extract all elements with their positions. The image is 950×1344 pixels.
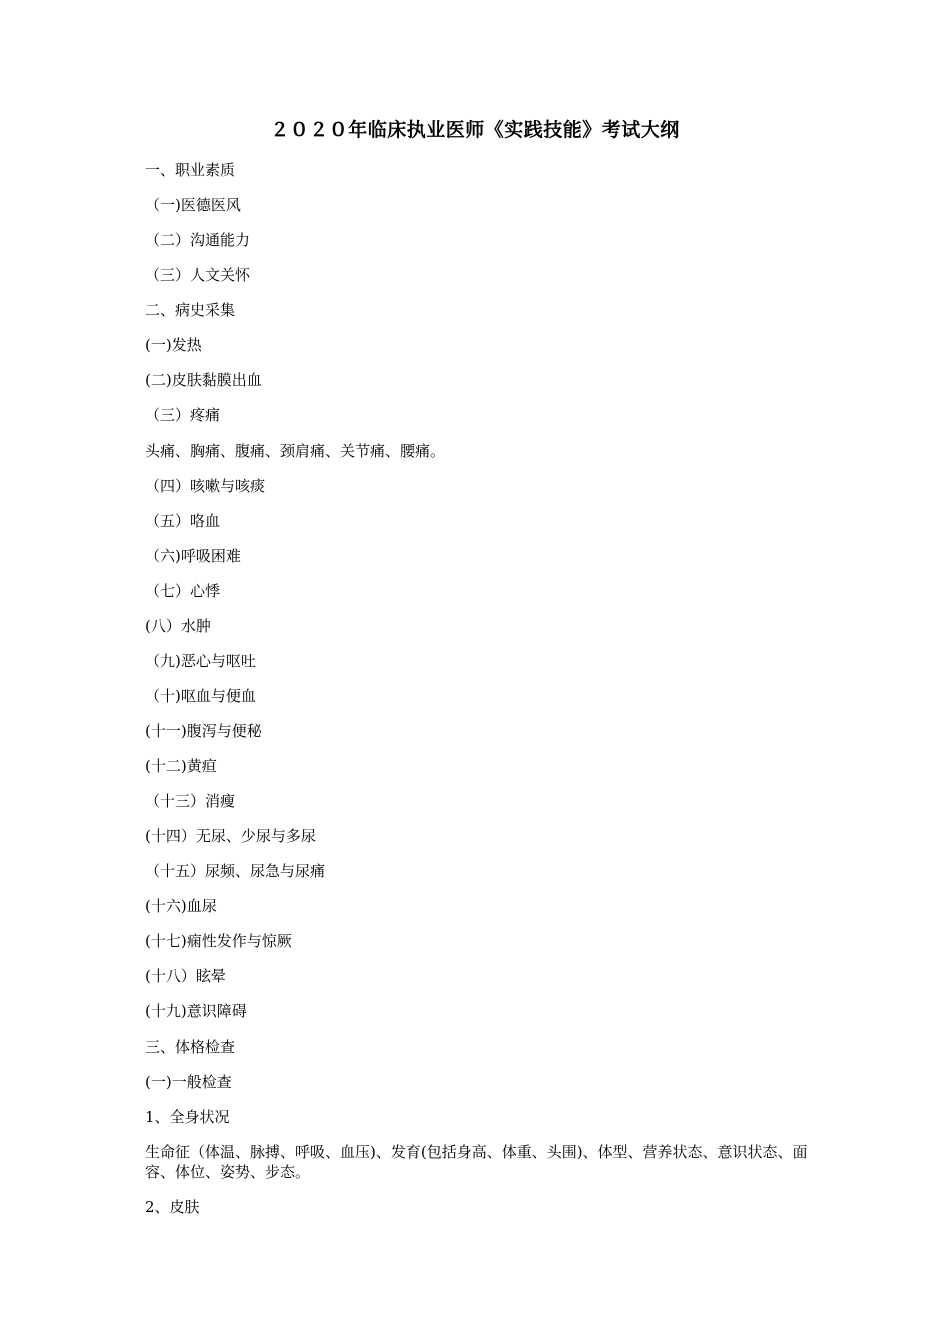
section-heading: 三、体格检查 — [145, 1038, 236, 1056]
body-paragraph: 生命征（体温、脉搏、呼吸、血压)、发育(包括身高、体重、头围)、体型、营养状态、意识状态、面容、体位、姿势、步态。 — [145, 1143, 808, 1181]
list-item: 2、皮肤 — [145, 1198, 200, 1216]
list-item: （二）沟通能力 — [145, 231, 251, 249]
list-item: （一)医德医风 — [145, 196, 241, 214]
list-item: （四）咳嗽与咳痰 — [145, 477, 266, 495]
list-item: （三）疼痛 — [145, 406, 221, 424]
list-item: （九)恶心与呕吐 — [145, 652, 256, 670]
body-text: 头痛、胸痛、腹痛、颈肩痛、关节痛、腰痛。 — [145, 442, 446, 460]
list-item: (二)皮肤黏膜出血 — [145, 371, 262, 389]
list-item: （五）咯血 — [145, 512, 221, 530]
list-item: (十一)腹泻与便秘 — [145, 722, 262, 740]
section-heading: 一、职业素质 — [145, 161, 236, 179]
list-item: (十七)痫性发作与惊厥 — [145, 932, 292, 950]
section-heading: 二、病史采集 — [145, 301, 236, 319]
list-item: 1、全身状况 — [145, 1108, 230, 1126]
list-item: （十)呕血与便血 — [145, 687, 256, 705]
list-item: （十五）尿频、尿急与尿痛 — [145, 862, 326, 880]
list-item: （十三）消瘦 — [145, 792, 236, 810]
list-item: (十六)血尿 — [145, 897, 217, 915]
list-item: (十九)意识障碍 — [145, 1002, 247, 1020]
list-item: (十二)黄疸 — [145, 757, 217, 775]
list-item: (一)发热 — [145, 336, 202, 354]
document-title: ２０２０年临床执业医师《实践技能》考试大纲 — [270, 119, 680, 141]
list-item: （六)呼吸困难 — [145, 547, 241, 565]
list-item: (一)一般检查 — [145, 1073, 232, 1091]
list-item: （七）心悸 — [145, 582, 221, 600]
list-item: (八）水肿 — [145, 617, 211, 635]
list-item: (十四）无尿、少尿与多尿 — [145, 827, 316, 845]
list-item: （三）人文关怀 — [145, 266, 251, 284]
list-item: (十八）眩晕 — [145, 967, 226, 985]
